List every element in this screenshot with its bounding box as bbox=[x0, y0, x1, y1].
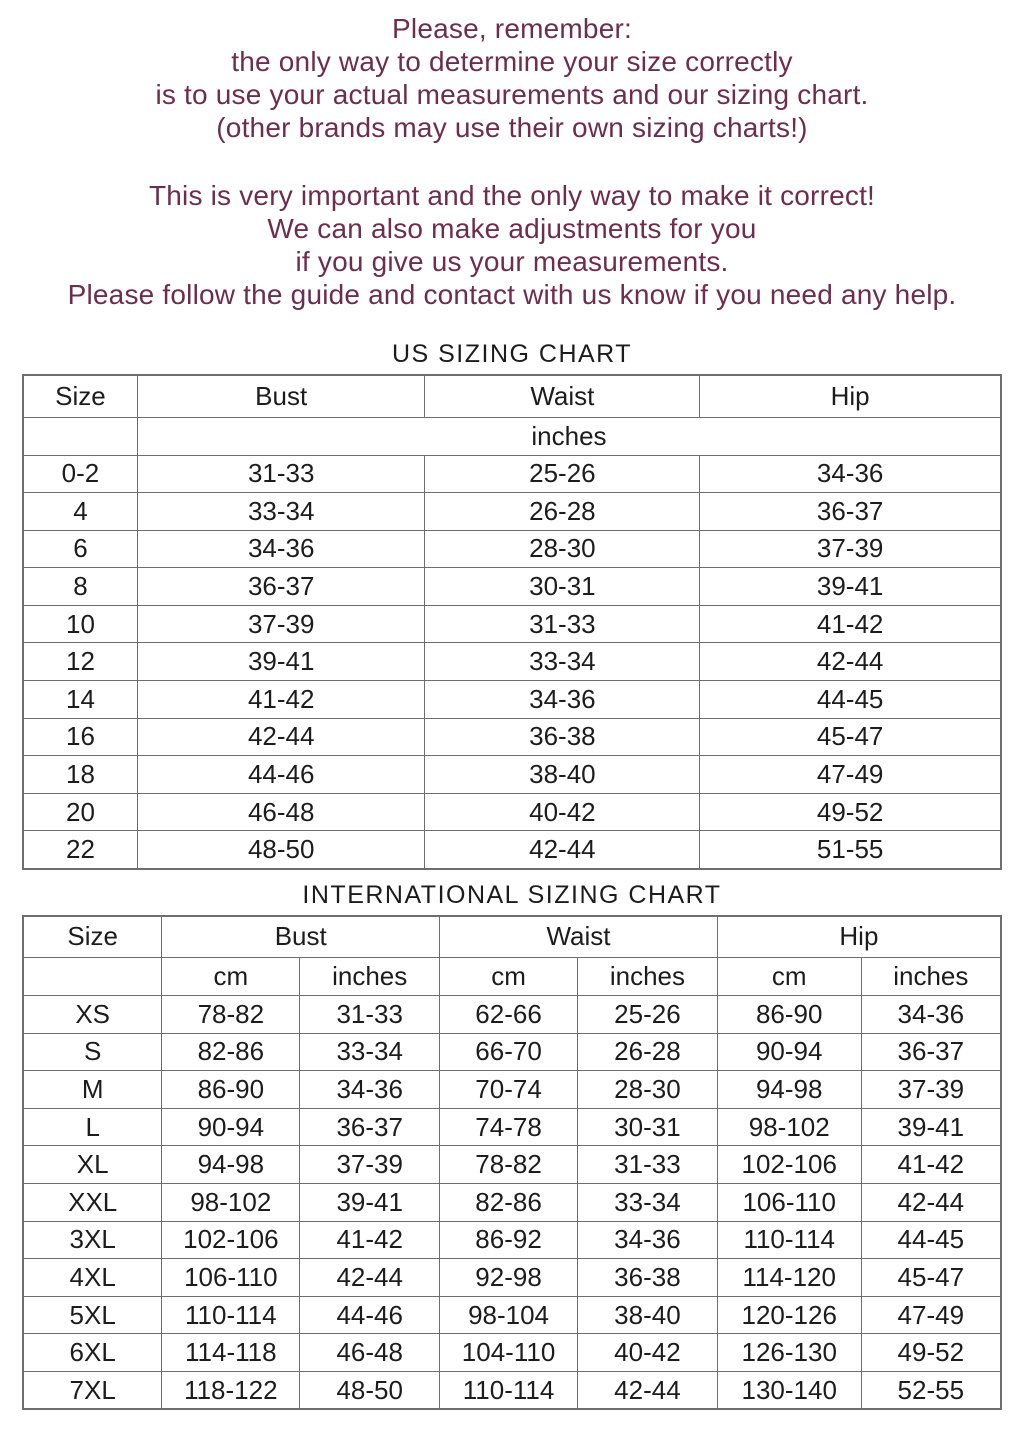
intro-line: is to use your actual measurements and our sizing chart. bbox=[155, 79, 869, 110]
measurement-cell: 34-36 bbox=[300, 1071, 440, 1109]
table-row bbox=[23, 793, 1001, 831]
size-cell: 0-2 bbox=[23, 455, 137, 493]
measurement-cell: 92-98 bbox=[440, 1259, 578, 1297]
measurement-cell: 34-36 bbox=[861, 996, 1001, 1034]
unit-label-cm: cm bbox=[440, 958, 578, 996]
measurement-cell: 30-31 bbox=[578, 1108, 718, 1146]
measurement-cell: 130-140 bbox=[717, 1371, 861, 1409]
measurement-cell: 86-90 bbox=[162, 1071, 300, 1109]
measurement-cell: 48-50 bbox=[300, 1371, 440, 1409]
table-row bbox=[23, 1071, 1001, 1109]
intro-line: Please follow the guide and contact with us know if you need any help. bbox=[67, 279, 957, 310]
intro-paragraph-1 bbox=[0, 12, 1024, 144]
intl-sizing-table bbox=[22, 915, 1002, 1411]
intro-line: We can also make adjustments for you bbox=[267, 213, 757, 244]
size-cell: XL bbox=[23, 1146, 162, 1184]
size-cell: 3XL bbox=[23, 1221, 162, 1259]
us-chart-title: US SIZING CHART bbox=[391, 340, 633, 368]
size-cell: XS bbox=[23, 996, 162, 1034]
table-row bbox=[23, 1334, 1001, 1372]
size-cell: 16 bbox=[23, 718, 137, 756]
size-cell: 18 bbox=[23, 756, 137, 794]
measurement-cell: 104-110 bbox=[440, 1334, 578, 1372]
measurement-cell: 110-114 bbox=[440, 1371, 578, 1409]
measurement-cell: 36-37 bbox=[300, 1108, 440, 1146]
measurement-cell: 36-37 bbox=[137, 568, 425, 606]
measurement-cell: 36-37 bbox=[861, 1033, 1001, 1071]
intro-line: This is very important and the only way to make it correct! bbox=[148, 180, 876, 211]
measurement-cell: 31-33 bbox=[578, 1146, 718, 1184]
measurement-cell: 38-40 bbox=[425, 756, 700, 794]
measurement-cell: 86-90 bbox=[717, 996, 861, 1034]
measurement-cell: 33-34 bbox=[425, 643, 700, 681]
column-header-hip: Hip bbox=[700, 375, 1001, 417]
size-cell: 22 bbox=[23, 831, 137, 869]
measurement-cell: 26-28 bbox=[578, 1033, 718, 1071]
unit-label-inches: inches bbox=[300, 958, 440, 996]
measurement-cell: 110-114 bbox=[717, 1221, 861, 1259]
column-header-size: Size bbox=[23, 916, 162, 958]
measurement-cell: 82-86 bbox=[440, 1184, 578, 1222]
measurement-cell: 36-37 bbox=[700, 493, 1001, 531]
measurement-cell: 34-36 bbox=[425, 681, 700, 719]
measurement-cell: 44-46 bbox=[137, 756, 425, 794]
measurement-cell: 41-42 bbox=[861, 1146, 1001, 1184]
measurement-cell: 45-47 bbox=[700, 718, 1001, 756]
measurement-cell: 74-78 bbox=[440, 1108, 578, 1146]
measurement-cell: 90-94 bbox=[162, 1108, 300, 1146]
intro-paragraph-2 bbox=[0, 179, 1024, 311]
measurement-cell: 42-44 bbox=[578, 1371, 718, 1409]
measurement-cell: 41-42 bbox=[700, 605, 1001, 643]
measurement-cell: 78-82 bbox=[440, 1146, 578, 1184]
measurement-cell: 126-130 bbox=[717, 1334, 861, 1372]
size-cell: 4XL bbox=[23, 1259, 162, 1297]
table-row bbox=[23, 1259, 1001, 1297]
measurement-cell: 36-38 bbox=[425, 718, 700, 756]
measurement-cell: 39-41 bbox=[300, 1184, 440, 1222]
table-row bbox=[23, 1221, 1001, 1259]
size-cell: 6XL bbox=[23, 1334, 162, 1372]
size-cell: 4 bbox=[23, 493, 137, 531]
column-header-size: Size bbox=[23, 375, 137, 417]
measurement-cell: 42-44 bbox=[700, 643, 1001, 681]
measurement-cell: 98-102 bbox=[162, 1184, 300, 1222]
measurement-cell: 40-42 bbox=[578, 1334, 718, 1372]
unit-label-inches: inches bbox=[861, 958, 1001, 996]
us-table-header-row bbox=[23, 375, 1001, 417]
measurement-cell: 28-30 bbox=[425, 530, 700, 568]
measurement-cell: 110-114 bbox=[162, 1296, 300, 1334]
size-cell: 5XL bbox=[23, 1296, 162, 1334]
measurement-cell: 34-36 bbox=[700, 455, 1001, 493]
measurement-cell: 36-38 bbox=[578, 1259, 718, 1297]
measurement-cell: 46-48 bbox=[300, 1334, 440, 1372]
measurement-cell: 33-34 bbox=[137, 493, 425, 531]
measurement-cell: 78-82 bbox=[162, 996, 300, 1034]
measurement-cell: 98-102 bbox=[717, 1108, 861, 1146]
measurement-cell: 62-66 bbox=[440, 996, 578, 1034]
table-row bbox=[23, 493, 1001, 531]
size-cell: S bbox=[23, 1033, 162, 1071]
column-header-bust: Bust bbox=[137, 375, 425, 417]
measurement-cell: 106-110 bbox=[717, 1184, 861, 1222]
measurement-cell: 66-70 bbox=[440, 1033, 578, 1071]
intro-line: if you give us your measurements. bbox=[295, 246, 729, 277]
measurement-cell: 52-55 bbox=[861, 1371, 1001, 1409]
measurement-cell: 82-86 bbox=[162, 1033, 300, 1071]
intl-chart-title: INTERNATIONAL SIZING CHART bbox=[302, 880, 722, 909]
table-row bbox=[23, 1296, 1001, 1334]
measurement-cell: 39-41 bbox=[861, 1108, 1001, 1146]
column-header-bust: Bust bbox=[162, 916, 440, 958]
measurement-cell: 47-49 bbox=[700, 756, 1001, 794]
measurement-cell: 114-120 bbox=[717, 1259, 861, 1297]
table-row bbox=[23, 643, 1001, 681]
measurement-cell: 39-41 bbox=[700, 568, 1001, 606]
measurement-cell: 106-110 bbox=[162, 1259, 300, 1297]
measurement-cell: 45-47 bbox=[861, 1259, 1001, 1297]
measurement-cell: 40-42 bbox=[425, 793, 700, 831]
column-header-waist: Waist bbox=[440, 916, 718, 958]
measurement-cell: 94-98 bbox=[162, 1146, 300, 1184]
size-cell: 8 bbox=[23, 568, 137, 606]
column-header-waist: Waist bbox=[425, 375, 700, 417]
table-row bbox=[23, 568, 1001, 606]
table-row bbox=[23, 1033, 1001, 1071]
column-header-hip: Hip bbox=[717, 916, 1001, 958]
measurement-cell: 44-46 bbox=[300, 1296, 440, 1334]
measurement-cell: 42-44 bbox=[861, 1184, 1001, 1222]
measurement-cell: 31-33 bbox=[137, 455, 425, 493]
measurement-cell: 37-39 bbox=[300, 1146, 440, 1184]
measurement-cell: 90-94 bbox=[717, 1033, 861, 1071]
size-cell: 14 bbox=[23, 681, 137, 719]
measurement-cell: 30-31 bbox=[425, 568, 700, 606]
measurement-cell: 28-30 bbox=[578, 1071, 718, 1109]
measurement-cell: 34-36 bbox=[137, 530, 425, 568]
measurement-cell: 37-39 bbox=[700, 530, 1001, 568]
empty-cell bbox=[23, 958, 162, 996]
measurement-cell: 42-44 bbox=[300, 1259, 440, 1297]
measurement-cell: 120-126 bbox=[717, 1296, 861, 1334]
measurement-cell: 48-50 bbox=[137, 831, 425, 869]
intro-line: the only way to determine your size correctly bbox=[231, 46, 793, 77]
table-row bbox=[23, 681, 1001, 719]
measurement-cell: 41-42 bbox=[300, 1221, 440, 1259]
measurement-cell: 41-42 bbox=[137, 681, 425, 719]
measurement-cell: 47-49 bbox=[861, 1296, 1001, 1334]
size-cell: 12 bbox=[23, 643, 137, 681]
size-cell: XXL bbox=[23, 1184, 162, 1222]
measurement-cell: 49-52 bbox=[700, 793, 1001, 831]
table-row bbox=[23, 831, 1001, 869]
size-cell: 20 bbox=[23, 793, 137, 831]
intro-text-block bbox=[0, 0, 1024, 311]
measurement-cell: 42-44 bbox=[137, 718, 425, 756]
measurement-cell: 118-122 bbox=[162, 1371, 300, 1409]
unit-label-cm: cm bbox=[162, 958, 300, 996]
empty-cell bbox=[23, 417, 137, 455]
us-table-unit-row bbox=[23, 417, 1001, 455]
table-row bbox=[23, 605, 1001, 643]
size-cell: 7XL bbox=[23, 1371, 162, 1409]
size-cell: M bbox=[23, 1071, 162, 1109]
measurement-cell: 102-106 bbox=[717, 1146, 861, 1184]
measurement-cell: 46-48 bbox=[137, 793, 425, 831]
measurement-cell: 49-52 bbox=[861, 1334, 1001, 1372]
table-row bbox=[23, 1146, 1001, 1184]
measurement-cell: 37-39 bbox=[861, 1071, 1001, 1109]
unit-label-cm: cm bbox=[717, 958, 861, 996]
size-cell: 10 bbox=[23, 605, 137, 643]
table-row bbox=[23, 756, 1001, 794]
intro-line: Please, remember: bbox=[392, 13, 632, 44]
table-row bbox=[23, 718, 1001, 756]
measurement-cell: 94-98 bbox=[717, 1071, 861, 1109]
measurement-cell: 33-34 bbox=[578, 1184, 718, 1222]
intl-table-unit-row bbox=[23, 958, 1001, 996]
size-cell: L bbox=[23, 1108, 162, 1146]
table-row bbox=[23, 455, 1001, 493]
table-row bbox=[23, 1371, 1001, 1409]
table-row bbox=[23, 530, 1001, 568]
measurement-cell: 86-92 bbox=[440, 1221, 578, 1259]
table-row bbox=[23, 1184, 1001, 1222]
measurement-cell: 25-26 bbox=[578, 996, 718, 1034]
measurement-cell: 114-118 bbox=[162, 1334, 300, 1372]
measurement-cell: 102-106 bbox=[162, 1221, 300, 1259]
unit-label-inches: inches bbox=[137, 417, 1001, 455]
measurement-cell: 26-28 bbox=[425, 493, 700, 531]
intro-line: (other brands may use their own sizing charts!) bbox=[216, 112, 808, 143]
measurement-cell: 31-33 bbox=[425, 605, 700, 643]
measurement-cell: 44-45 bbox=[861, 1221, 1001, 1259]
measurement-cell: 42-44 bbox=[425, 831, 700, 869]
measurement-cell: 39-41 bbox=[137, 643, 425, 681]
measurement-cell: 51-55 bbox=[700, 831, 1001, 869]
measurement-cell: 44-45 bbox=[700, 681, 1001, 719]
measurement-cell: 98-104 bbox=[440, 1296, 578, 1334]
measurement-cell: 25-26 bbox=[425, 455, 700, 493]
measurement-cell: 34-36 bbox=[578, 1221, 718, 1259]
measurement-cell: 33-34 bbox=[300, 1033, 440, 1071]
unit-label-inches: inches bbox=[578, 958, 718, 996]
table-row bbox=[23, 996, 1001, 1034]
intl-table-header-row bbox=[23, 916, 1001, 958]
measurement-cell: 70-74 bbox=[440, 1071, 578, 1109]
measurement-cell: 37-39 bbox=[137, 605, 425, 643]
measurement-cell: 38-40 bbox=[578, 1296, 718, 1334]
us-sizing-table bbox=[22, 374, 1002, 870]
size-cell: 6 bbox=[23, 530, 137, 568]
measurement-cell: 31-33 bbox=[300, 996, 440, 1034]
table-row bbox=[23, 1108, 1001, 1146]
